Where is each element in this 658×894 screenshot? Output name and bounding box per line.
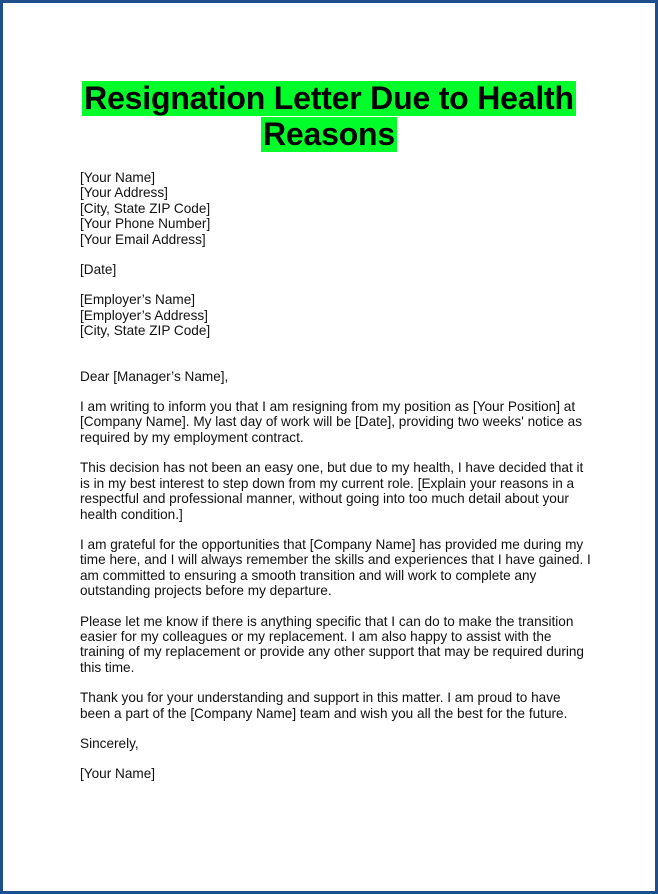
employer-address: [Employer’s Address] (80, 307, 208, 323)
sender-address-block (80, 170, 580, 247)
signature-name: [Your Name] (80, 766, 156, 782)
paragraph-line: is in my best interest to step down from my current role. [Explain your reasons in a (80, 475, 575, 491)
paragraph-5 (80, 690, 580, 721)
signature-block (80, 766, 580, 781)
title-line-2: Reasons (263, 116, 395, 152)
title-line-1: Resignation Letter Due to Health (84, 80, 574, 116)
employer-address-block (80, 292, 580, 338)
paragraph-line: training of my replacement or provide any other support that may be required during (80, 644, 584, 660)
paragraph-3 (80, 536, 591, 599)
salutation: Dear [Manager’s Name], (80, 368, 229, 384)
employer-name: [Employer’s Name] (80, 292, 196, 308)
employer-city: [City, State ZIP Code] (80, 323, 211, 339)
letter-date: [Date] (80, 262, 117, 278)
sender-address: [Your Address] (80, 185, 168, 201)
paragraph-line: required by my employment contract. (80, 429, 304, 445)
paragraph-line: This decision has not been an easy one, but due to my health, I have decided that it (80, 460, 584, 476)
paragraph-line: been a part of the [Company Name] team and wish you all the best for the future. (80, 705, 568, 721)
paragraph-line: I am writing to inform you that I am resigning from my position as [Your Position] at (80, 399, 576, 415)
paragraph-line: Please let me know if there is anything specific that I can do to make the transition (80, 613, 574, 629)
closing: Sincerely, (80, 735, 139, 751)
paragraph-4 (80, 613, 584, 676)
sender-email: [Your Email Address] (80, 231, 206, 247)
paragraph-line: respectful and professional manner, without going into too much detail about your (80, 491, 569, 507)
sender-phone: [Your Phone Number] (80, 216, 211, 232)
paragraph-line: time here, and I will always remember the skills and experiences that I have gained. I (80, 552, 591, 568)
salutation-block (80, 369, 580, 384)
date-block (80, 262, 580, 277)
paragraph-line: am committed to ensuring a smooth transition and will work to complete any (80, 567, 537, 583)
letter-body (80, 170, 591, 782)
paragraph-line: Thank you for your understanding and support in this matter. I am proud to have (80, 690, 561, 706)
closing-block (80, 736, 580, 751)
paragraph-2 (80, 460, 584, 522)
paragraph-line: health condition.] (80, 506, 183, 522)
paragraph-line: outstanding projects before my departure. (80, 583, 332, 599)
paragraph-line: this time. (80, 659, 135, 675)
paragraph-line: I am grateful for the opportunities that [Company Name] has provided me during my (80, 536, 584, 552)
sender-name: [Your Name] (80, 170, 156, 185)
document-title (3, 81, 655, 153)
sender-city: [City, State ZIP Code] (80, 200, 211, 216)
paragraph-line: easier for my colleagues or my replacement. I am also happy to assist with the (80, 628, 552, 644)
paragraph-1 (80, 399, 580, 445)
paragraph-line: [Company Name]. My last day of work will be [Date], providing two weeks' notice as (80, 414, 582, 430)
